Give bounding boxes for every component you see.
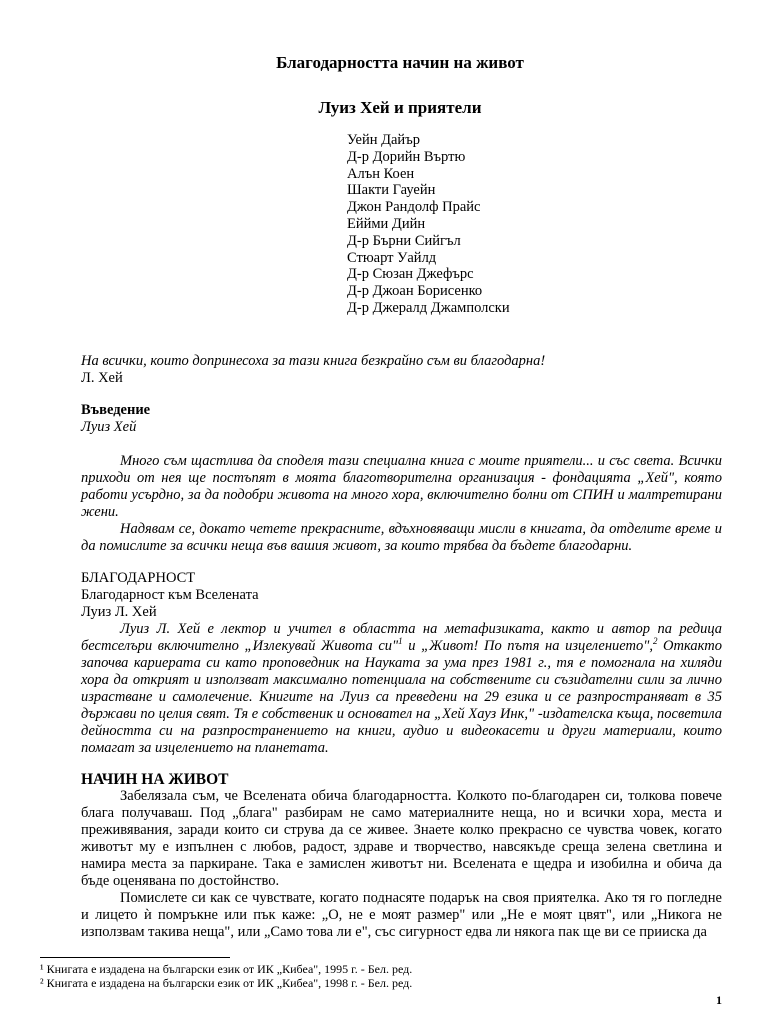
- footnote-ref-1: 1: [398, 636, 403, 647]
- dedication-text: На всички, които допринесоха за тази книга безкрайно съм ви благодарна!: [81, 353, 546, 369]
- page-number: 1: [716, 993, 722, 1007]
- author-item: Д-р Джоан Борисенко: [347, 283, 483, 300]
- bio-paragraph: [81, 621, 722, 757]
- dedication-block: [81, 353, 722, 387]
- author-item: Д-р Джералд Джамполски: [347, 299, 510, 316]
- document-title: Благодарността начин на живот: [276, 53, 524, 72]
- author-list: [347, 132, 510, 317]
- bio-text-a: Луиз Л. Хей е лектор и учител в областта на метафизиката, както и автор па редица бестселъри включително „Излекувай Живота си": [81, 621, 722, 654]
- footnote-ref-2: 2: [652, 636, 658, 647]
- author-bio: [81, 621, 722, 757]
- footnote-2: ² Книгата е издадена на български език от ИК „Кибеа", 1998 г. - Бел. ред.: [40, 976, 413, 990]
- author-item: Еййми Дийн: [347, 215, 426, 232]
- document-subtitle: Луиз Хей и приятели: [318, 98, 482, 117]
- author-item: Д-р Дорийн Въртю: [347, 148, 466, 165]
- footnote-divider: [40, 957, 230, 958]
- author-item: Уейн Дайър: [347, 132, 420, 148]
- section-header: [81, 570, 722, 621]
- way-heading: НАЧИН НА ЖИВОТ: [81, 771, 229, 788]
- footnote-1: ¹ Книгата е издадена на български език от ИК „Кибеа", 1995 г. - Бел. ред.: [40, 962, 413, 976]
- author-item: Алън Коен: [347, 165, 415, 182]
- intro-body: [81, 453, 722, 555]
- author-item: Стюарт Уайлд: [347, 249, 437, 266]
- intro-header: [81, 402, 722, 436]
- section-author: Луиз Л. Хей: [81, 604, 157, 620]
- intro-heading: Въведение: [81, 402, 151, 418]
- section-heading-caps: БЛАГОДАРНОСТ: [81, 570, 196, 586]
- author-item: Джон Рандолф Прайс: [347, 199, 481, 216]
- bio-text-b: и „Живот! По пътя на изцелението",: [402, 638, 653, 654]
- intro-author: Луиз Хей: [81, 419, 137, 435]
- way-of-life-section: [81, 771, 722, 941]
- way-paragraph-1: Забелязала съм, че Вселената обича благодарността. Колкото по-благодарен си, толкова повече блага получаваш. Под „блага" разбирам не само материалните неща, но и всички хора, места и преживявания, заради които си струва да се живее. Знаете колко прекрасно се чувства човек, когато животът му е изпълнен с любов, радост, здраве и творчество, навсякъде среща зелена светлина и намира места за паркиране. Така е замислен животът ни. Вселената е щедра и изобилна и обича да бъде оценявана по достойнство.: [81, 788, 722, 889]
- bio-text-c: Откакто започва кариерата си като проповедник на Науката за ума през 1981 г., тя е помогнала на хиляди хора да открият и използват максимално потенциала на собствените си съзидателни сили за лично израстване и самолечение. Книгите на Луиз са преведени на 29 езика и се разпространяват в 35 държави по целия свят. Тя е собственик и основател на „Хей Хауз Инк," -издателска къща, посветила дейността си на разпространението на книги, аудио и видеокасети и други материали, които помагат за изцелението на планетата.: [81, 638, 722, 756]
- author-item: Д-р Бърни Сийгъл: [347, 232, 461, 249]
- dedication-signature: Л. Хей: [81, 370, 123, 386]
- intro-paragraph-1: Много съм щастлива да споделя тази специална книга с моите приятели... и със света. Всички приходи от нея ще постъпят в моята благотворителна организация - фондацията „Хей", която работи усърдно, за да подобри живота на много хора, включително болни от СПИН и малтретирани жени.: [81, 453, 722, 520]
- section-subheading: Благодарност към Вселената: [81, 587, 259, 603]
- intro-paragraph-2: Надявам се, докато четете прекрасните, вдъхновяващи мисли в книгата, да отделите време и да помислите за всички неща във вашия живот, за които трябва да бъдете благодарни.: [81, 521, 722, 554]
- way-paragraph-2: Помислете си как се чувствате, когато поднасяте подарък на своя приятелка. Ако тя го погледне и лицето ѝ помръкне или пък каже: „О, не е моят размер" или „Не е моят цвят", или „Никога не използвам такива неща", или „Само това ли е", със сигурност едва ли някога пак ще ви се прииска да: [81, 890, 722, 940]
- author-item: Шакти Гауейн: [347, 182, 436, 199]
- author-item: Д-р Сюзан Джефърс: [347, 266, 474, 283]
